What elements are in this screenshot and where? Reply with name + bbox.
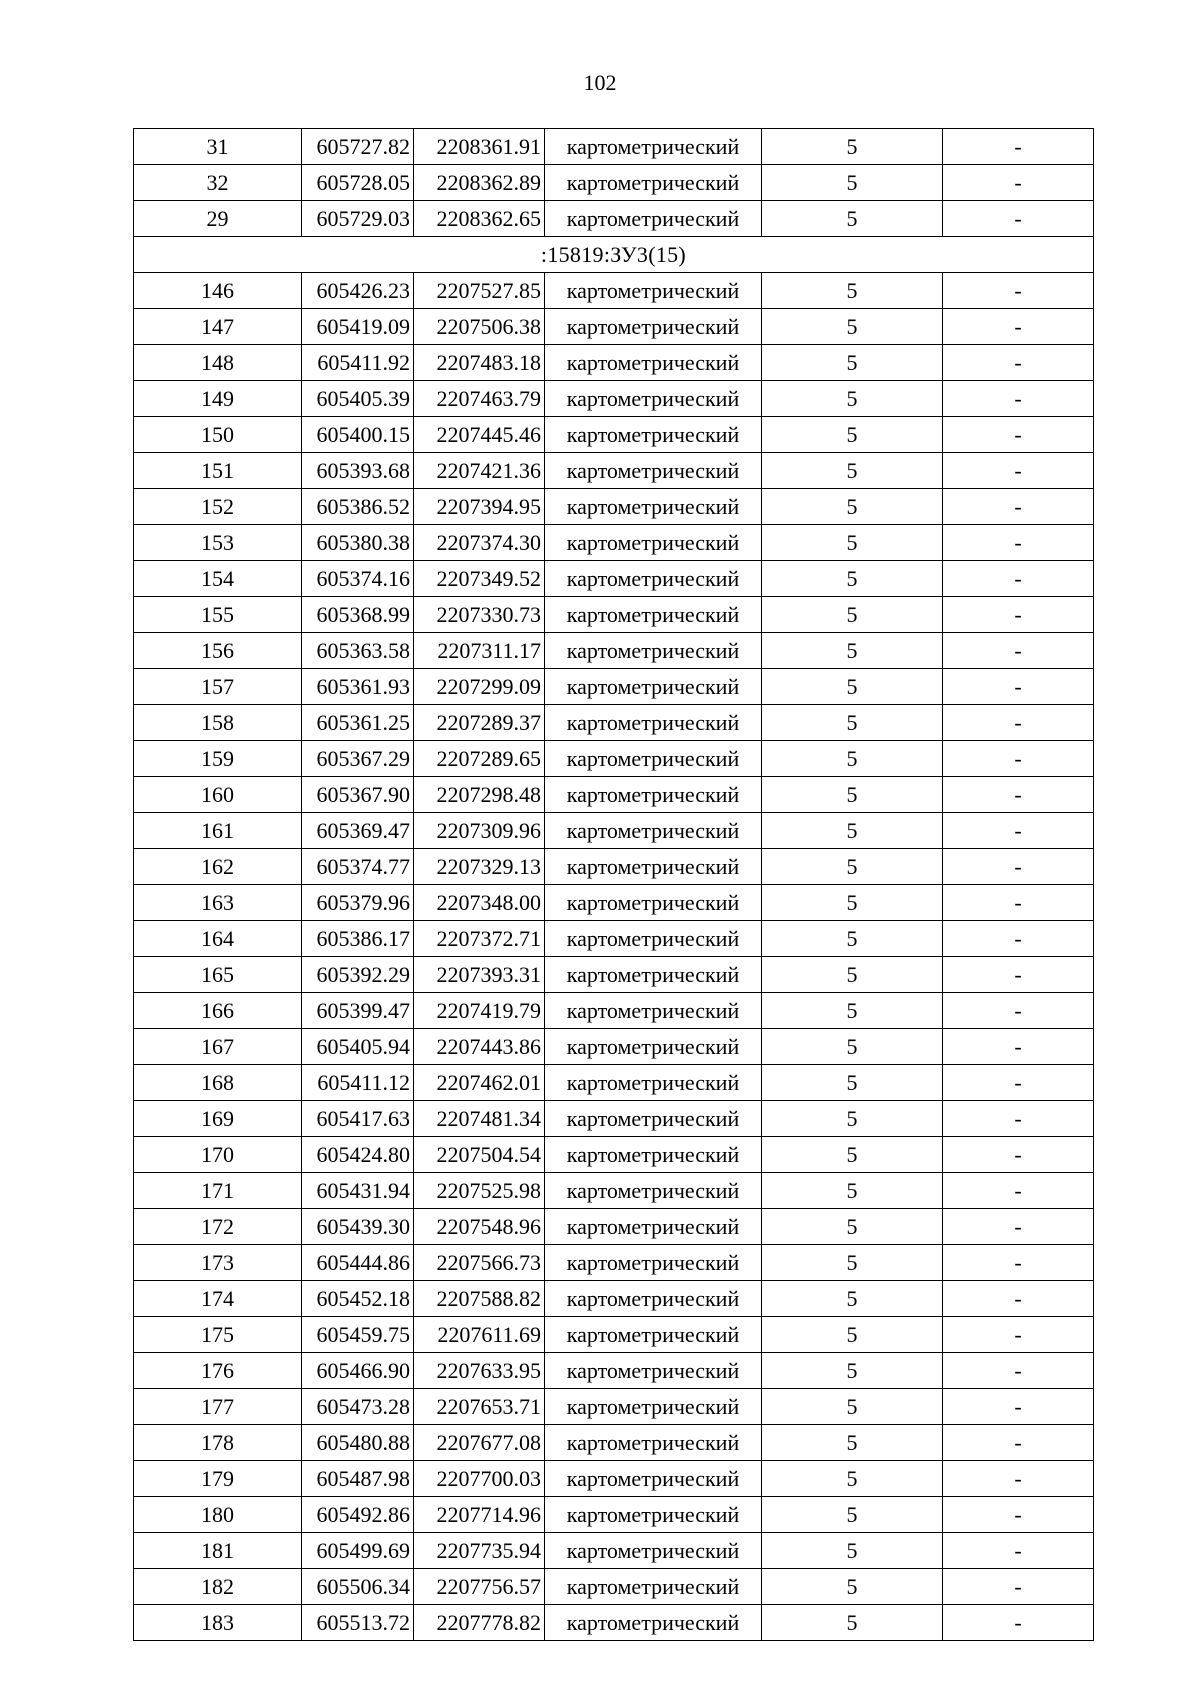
point-number-cell: 155: [134, 597, 302, 633]
y-coordinate-cell: 2207372.71: [414, 921, 545, 957]
method-cell: картометрический: [545, 1209, 762, 1245]
y-coordinate-cell: 2207548.96: [414, 1209, 545, 1245]
description-cell: -: [943, 885, 1094, 921]
method-cell: картометрический: [545, 345, 762, 381]
point-number-cell: 178: [134, 1425, 302, 1461]
table-row: [134, 993, 1094, 1029]
description-cell: -: [943, 453, 1094, 489]
table-row: [134, 777, 1094, 813]
table-row: [134, 1065, 1094, 1101]
x-coordinate-cell: 605728.05: [302, 165, 414, 201]
y-coordinate-cell: 2208362.89: [414, 165, 545, 201]
y-coordinate-cell: 2207393.31: [414, 957, 545, 993]
description-cell: -: [943, 1029, 1094, 1065]
x-coordinate-cell: 605411.92: [302, 345, 414, 381]
y-coordinate-cell: 2207394.95: [414, 489, 545, 525]
y-coordinate-cell: 2207735.94: [414, 1533, 545, 1569]
x-coordinate-cell: 605459.75: [302, 1317, 414, 1353]
description-cell: -: [943, 1425, 1094, 1461]
x-coordinate-cell: 605405.39: [302, 381, 414, 417]
point-number-cell: 169: [134, 1101, 302, 1137]
table-row: [134, 1461, 1094, 1497]
description-cell: -: [943, 813, 1094, 849]
y-coordinate-cell: 2207527.85: [414, 273, 545, 309]
accuracy-cell: 5: [762, 453, 943, 489]
method-cell: картометрический: [545, 921, 762, 957]
x-coordinate-cell: 605431.94: [302, 1173, 414, 1209]
method-cell: картометрический: [545, 1029, 762, 1065]
y-coordinate-cell: 2207299.09: [414, 669, 545, 705]
point-number-cell: 32: [134, 165, 302, 201]
accuracy-cell: 5: [762, 705, 943, 741]
y-coordinate-cell: 2207348.00: [414, 885, 545, 921]
y-coordinate-cell: 2207443.86: [414, 1029, 545, 1065]
x-coordinate-cell: 605452.18: [302, 1281, 414, 1317]
description-cell: -: [943, 597, 1094, 633]
point-number-cell: 148: [134, 345, 302, 381]
method-cell: картометрический: [545, 1137, 762, 1173]
method-cell: картометрический: [545, 1065, 762, 1101]
method-cell: картометрический: [545, 705, 762, 741]
description-cell: -: [943, 273, 1094, 309]
x-coordinate-cell: 605361.25: [302, 705, 414, 741]
point-number-cell: 179: [134, 1461, 302, 1497]
accuracy-cell: 5: [762, 1425, 943, 1461]
table-row: [134, 1101, 1094, 1137]
table-row: [134, 1209, 1094, 1245]
method-cell: картометрический: [545, 381, 762, 417]
method-cell: картометрический: [545, 1101, 762, 1137]
table-row: [134, 1029, 1094, 1065]
accuracy-cell: 5: [762, 1101, 943, 1137]
x-coordinate-cell: 605439.30: [302, 1209, 414, 1245]
accuracy-cell: 5: [762, 741, 943, 777]
table-row: [134, 1389, 1094, 1425]
accuracy-cell: 5: [762, 1317, 943, 1353]
point-number-cell: 157: [134, 669, 302, 705]
x-coordinate-cell: 605405.94: [302, 1029, 414, 1065]
y-coordinate-cell: 2207566.73: [414, 1245, 545, 1281]
x-coordinate-cell: 605466.90: [302, 1353, 414, 1389]
point-number-cell: 175: [134, 1317, 302, 1353]
y-coordinate-cell: 2207330.73: [414, 597, 545, 633]
y-coordinate-cell: 2208362.65: [414, 201, 545, 237]
method-cell: картометрический: [545, 417, 762, 453]
y-coordinate-cell: 2207481.34: [414, 1101, 545, 1137]
method-cell: картометрический: [545, 201, 762, 237]
method-cell: картометрический: [545, 1497, 762, 1533]
accuracy-cell: 5: [762, 1353, 943, 1389]
method-cell: картометрический: [545, 741, 762, 777]
description-cell: -: [943, 993, 1094, 1029]
y-coordinate-cell: 2207778.82: [414, 1605, 545, 1641]
description-cell: -: [943, 1461, 1094, 1497]
accuracy-cell: 5: [762, 1497, 943, 1533]
description-cell: -: [943, 1605, 1094, 1641]
method-cell: картометрический: [545, 1605, 762, 1641]
method-cell: картометрический: [545, 309, 762, 345]
y-coordinate-cell: 2207419.79: [414, 993, 545, 1029]
x-coordinate-cell: 605727.82: [302, 129, 414, 165]
point-number-cell: 167: [134, 1029, 302, 1065]
accuracy-cell: 5: [762, 921, 943, 957]
table-row: [134, 1569, 1094, 1605]
description-cell: -: [943, 381, 1094, 417]
x-coordinate-cell: 605368.99: [302, 597, 414, 633]
coordinates-table: [133, 128, 1094, 1641]
y-coordinate-cell: 2208361.91: [414, 129, 545, 165]
method-cell: картометрический: [545, 885, 762, 921]
table-row: [134, 1137, 1094, 1173]
x-coordinate-cell: 605487.98: [302, 1461, 414, 1497]
method-cell: картометрический: [545, 777, 762, 813]
x-coordinate-cell: 605379.96: [302, 885, 414, 921]
method-cell: картометрический: [545, 849, 762, 885]
method-cell: картометрический: [545, 597, 762, 633]
table-row: [134, 273, 1094, 309]
x-coordinate-cell: 605363.58: [302, 633, 414, 669]
x-coordinate-cell: 605499.69: [302, 1533, 414, 1569]
point-number-cell: 158: [134, 705, 302, 741]
accuracy-cell: 5: [762, 1569, 943, 1605]
point-number-cell: 29: [134, 201, 302, 237]
table-row: [134, 1281, 1094, 1317]
accuracy-cell: 5: [762, 1065, 943, 1101]
x-coordinate-cell: 605369.47: [302, 813, 414, 849]
point-number-cell: 166: [134, 993, 302, 1029]
accuracy-cell: 5: [762, 525, 943, 561]
coordinates-table-body: [134, 129, 1094, 1641]
point-number-cell: 151: [134, 453, 302, 489]
accuracy-cell: 5: [762, 1029, 943, 1065]
method-cell: картометрический: [545, 1353, 762, 1389]
section-row: [134, 237, 1094, 273]
x-coordinate-cell: 605506.34: [302, 1569, 414, 1605]
table-row: [134, 813, 1094, 849]
accuracy-cell: 5: [762, 1137, 943, 1173]
table-row: [134, 1317, 1094, 1353]
method-cell: картометрический: [545, 453, 762, 489]
accuracy-cell: 5: [762, 1605, 943, 1641]
point-number-cell: 165: [134, 957, 302, 993]
method-cell: картометрический: [545, 1533, 762, 1569]
description-cell: -: [943, 1101, 1094, 1137]
description-cell: -: [943, 1317, 1094, 1353]
description-cell: -: [943, 129, 1094, 165]
accuracy-cell: 5: [762, 1245, 943, 1281]
table-row: [134, 669, 1094, 705]
point-number-cell: 180: [134, 1497, 302, 1533]
x-coordinate-cell: 605374.77: [302, 849, 414, 885]
accuracy-cell: 5: [762, 129, 943, 165]
table-row: [134, 201, 1094, 237]
table-row: [134, 849, 1094, 885]
description-cell: -: [943, 201, 1094, 237]
point-number-cell: 177: [134, 1389, 302, 1425]
description-cell: -: [943, 1533, 1094, 1569]
point-number-cell: 164: [134, 921, 302, 957]
y-coordinate-cell: 2207611.69: [414, 1317, 545, 1353]
x-coordinate-cell: 605392.29: [302, 957, 414, 993]
table-row: [134, 1533, 1094, 1569]
point-number-cell: 161: [134, 813, 302, 849]
point-number-cell: 171: [134, 1173, 302, 1209]
table-row: [134, 417, 1094, 453]
x-coordinate-cell: 605729.03: [302, 201, 414, 237]
accuracy-cell: 5: [762, 993, 943, 1029]
description-cell: -: [943, 417, 1094, 453]
point-number-cell: 159: [134, 741, 302, 777]
table-row: [134, 489, 1094, 525]
description-cell: -: [943, 165, 1094, 201]
x-coordinate-cell: 605419.09: [302, 309, 414, 345]
accuracy-cell: 5: [762, 1281, 943, 1317]
y-coordinate-cell: 2207289.65: [414, 741, 545, 777]
method-cell: картометрический: [545, 1569, 762, 1605]
description-cell: -: [943, 669, 1094, 705]
description-cell: -: [943, 1137, 1094, 1173]
accuracy-cell: 5: [762, 957, 943, 993]
table-row: [134, 1173, 1094, 1209]
method-cell: картометрический: [545, 669, 762, 705]
point-number-cell: 154: [134, 561, 302, 597]
accuracy-cell: 5: [762, 633, 943, 669]
description-cell: -: [943, 1065, 1094, 1101]
y-coordinate-cell: 2207445.46: [414, 417, 545, 453]
table-row: [134, 525, 1094, 561]
point-number-cell: 163: [134, 885, 302, 921]
description-cell: -: [943, 741, 1094, 777]
accuracy-cell: 5: [762, 561, 943, 597]
x-coordinate-cell: 605411.12: [302, 1065, 414, 1101]
point-number-cell: 147: [134, 309, 302, 345]
description-cell: -: [943, 1173, 1094, 1209]
accuracy-cell: 5: [762, 1461, 943, 1497]
x-coordinate-cell: 605473.28: [302, 1389, 414, 1425]
point-number-cell: 170: [134, 1137, 302, 1173]
description-cell: -: [943, 921, 1094, 957]
y-coordinate-cell: 2207421.36: [414, 453, 545, 489]
y-coordinate-cell: 2207525.98: [414, 1173, 545, 1209]
table-row: [134, 165, 1094, 201]
description-cell: -: [943, 1353, 1094, 1389]
x-coordinate-cell: 605367.90: [302, 777, 414, 813]
y-coordinate-cell: 2207633.95: [414, 1353, 545, 1389]
x-coordinate-cell: 605374.16: [302, 561, 414, 597]
description-cell: -: [943, 705, 1094, 741]
table-row: [134, 345, 1094, 381]
description-cell: -: [943, 489, 1094, 525]
x-coordinate-cell: 605393.68: [302, 453, 414, 489]
point-number-cell: 156: [134, 633, 302, 669]
accuracy-cell: 5: [762, 849, 943, 885]
accuracy-cell: 5: [762, 381, 943, 417]
method-cell: картометрический: [545, 1173, 762, 1209]
accuracy-cell: 5: [762, 669, 943, 705]
point-number-cell: 168: [134, 1065, 302, 1101]
y-coordinate-cell: 2207349.52: [414, 561, 545, 597]
method-cell: картометрический: [545, 633, 762, 669]
point-number-cell: 146: [134, 273, 302, 309]
y-coordinate-cell: 2207653.71: [414, 1389, 545, 1425]
accuracy-cell: 5: [762, 1209, 943, 1245]
section-label: :15819:ЗУ3(15): [134, 237, 1094, 273]
table-row: [134, 1425, 1094, 1461]
table-row: [134, 741, 1094, 777]
method-cell: картометрический: [545, 1461, 762, 1497]
method-cell: картометрический: [545, 561, 762, 597]
description-cell: -: [943, 777, 1094, 813]
point-number-cell: 181: [134, 1533, 302, 1569]
method-cell: картометрический: [545, 489, 762, 525]
accuracy-cell: 5: [762, 273, 943, 309]
x-coordinate-cell: 605492.86: [302, 1497, 414, 1533]
y-coordinate-cell: 2207714.96: [414, 1497, 545, 1533]
point-number-cell: 183: [134, 1605, 302, 1641]
description-cell: -: [943, 1209, 1094, 1245]
x-coordinate-cell: 605367.29: [302, 741, 414, 777]
description-cell: -: [943, 561, 1094, 597]
y-coordinate-cell: 2207463.79: [414, 381, 545, 417]
accuracy-cell: 5: [762, 1389, 943, 1425]
method-cell: картометрический: [545, 129, 762, 165]
description-cell: -: [943, 525, 1094, 561]
method-cell: картометрический: [545, 813, 762, 849]
method-cell: картометрический: [545, 957, 762, 993]
table-row: [134, 1353, 1094, 1389]
x-coordinate-cell: 605513.72: [302, 1605, 414, 1641]
accuracy-cell: 5: [762, 201, 943, 237]
description-cell: -: [943, 1569, 1094, 1605]
description-cell: -: [943, 345, 1094, 381]
x-coordinate-cell: 605480.88: [302, 1425, 414, 1461]
y-coordinate-cell: 2207700.03: [414, 1461, 545, 1497]
accuracy-cell: 5: [762, 417, 943, 453]
accuracy-cell: 5: [762, 1173, 943, 1209]
description-cell: -: [943, 1281, 1094, 1317]
accuracy-cell: 5: [762, 489, 943, 525]
y-coordinate-cell: 2207298.48: [414, 777, 545, 813]
description-cell: -: [943, 1245, 1094, 1281]
point-number-cell: 31: [134, 129, 302, 165]
method-cell: картометрический: [545, 525, 762, 561]
point-number-cell: 174: [134, 1281, 302, 1317]
accuracy-cell: 5: [762, 309, 943, 345]
accuracy-cell: 5: [762, 885, 943, 921]
point-number-cell: 153: [134, 525, 302, 561]
table-row: [134, 597, 1094, 633]
x-coordinate-cell: 605386.17: [302, 921, 414, 957]
table-row: [134, 561, 1094, 597]
x-coordinate-cell: 605361.93: [302, 669, 414, 705]
method-cell: картометрический: [545, 1389, 762, 1425]
table-row: [134, 633, 1094, 669]
description-cell: -: [943, 309, 1094, 345]
method-cell: картометрический: [545, 1245, 762, 1281]
method-cell: картометрический: [545, 1425, 762, 1461]
point-number-cell: 182: [134, 1569, 302, 1605]
table-row: [134, 453, 1094, 489]
x-coordinate-cell: 605444.86: [302, 1245, 414, 1281]
table-row: [134, 129, 1094, 165]
point-number-cell: 173: [134, 1245, 302, 1281]
x-coordinate-cell: 605399.47: [302, 993, 414, 1029]
accuracy-cell: 5: [762, 1533, 943, 1569]
y-coordinate-cell: 2207311.17: [414, 633, 545, 669]
table-row: [134, 309, 1094, 345]
point-number-cell: 149: [134, 381, 302, 417]
x-coordinate-cell: 605417.63: [302, 1101, 414, 1137]
table-row: [134, 705, 1094, 741]
y-coordinate-cell: 2207462.01: [414, 1065, 545, 1101]
page-number: 102: [583, 70, 617, 95]
table-row: [134, 1497, 1094, 1533]
point-number-cell: 176: [134, 1353, 302, 1389]
method-cell: картометрический: [545, 165, 762, 201]
accuracy-cell: 5: [762, 813, 943, 849]
point-number-cell: 160: [134, 777, 302, 813]
description-cell: -: [943, 957, 1094, 993]
y-coordinate-cell: 2207677.08: [414, 1425, 545, 1461]
description-cell: -: [943, 1497, 1094, 1533]
accuracy-cell: 5: [762, 165, 943, 201]
y-coordinate-cell: 2207329.13: [414, 849, 545, 885]
description-cell: -: [943, 849, 1094, 885]
x-coordinate-cell: 605426.23: [302, 273, 414, 309]
x-coordinate-cell: 605400.15: [302, 417, 414, 453]
table-row: [134, 885, 1094, 921]
y-coordinate-cell: 2207289.37: [414, 705, 545, 741]
y-coordinate-cell: 2207309.96: [414, 813, 545, 849]
table-row: [134, 381, 1094, 417]
point-number-cell: 150: [134, 417, 302, 453]
table-row: [134, 1605, 1094, 1641]
x-coordinate-cell: 605380.38: [302, 525, 414, 561]
accuracy-cell: 5: [762, 345, 943, 381]
method-cell: картометрический: [545, 993, 762, 1029]
y-coordinate-cell: 2207483.18: [414, 345, 545, 381]
method-cell: картометрический: [545, 1317, 762, 1353]
x-coordinate-cell: 605424.80: [302, 1137, 414, 1173]
method-cell: картометрический: [545, 1281, 762, 1317]
point-number-cell: 162: [134, 849, 302, 885]
point-number-cell: 172: [134, 1209, 302, 1245]
accuracy-cell: 5: [762, 597, 943, 633]
table-row: [134, 1245, 1094, 1281]
description-cell: -: [943, 633, 1094, 669]
y-coordinate-cell: 2207374.30: [414, 525, 545, 561]
x-coordinate-cell: 605386.52: [302, 489, 414, 525]
point-number-cell: 152: [134, 489, 302, 525]
y-coordinate-cell: 2207504.54: [414, 1137, 545, 1173]
accuracy-cell: 5: [762, 777, 943, 813]
table-row: [134, 957, 1094, 993]
method-cell: картометрический: [545, 273, 762, 309]
description-cell: -: [943, 1389, 1094, 1425]
y-coordinate-cell: 2207756.57: [414, 1569, 545, 1605]
table-row: [134, 921, 1094, 957]
y-coordinate-cell: 2207588.82: [414, 1281, 545, 1317]
y-coordinate-cell: 2207506.38: [414, 309, 545, 345]
